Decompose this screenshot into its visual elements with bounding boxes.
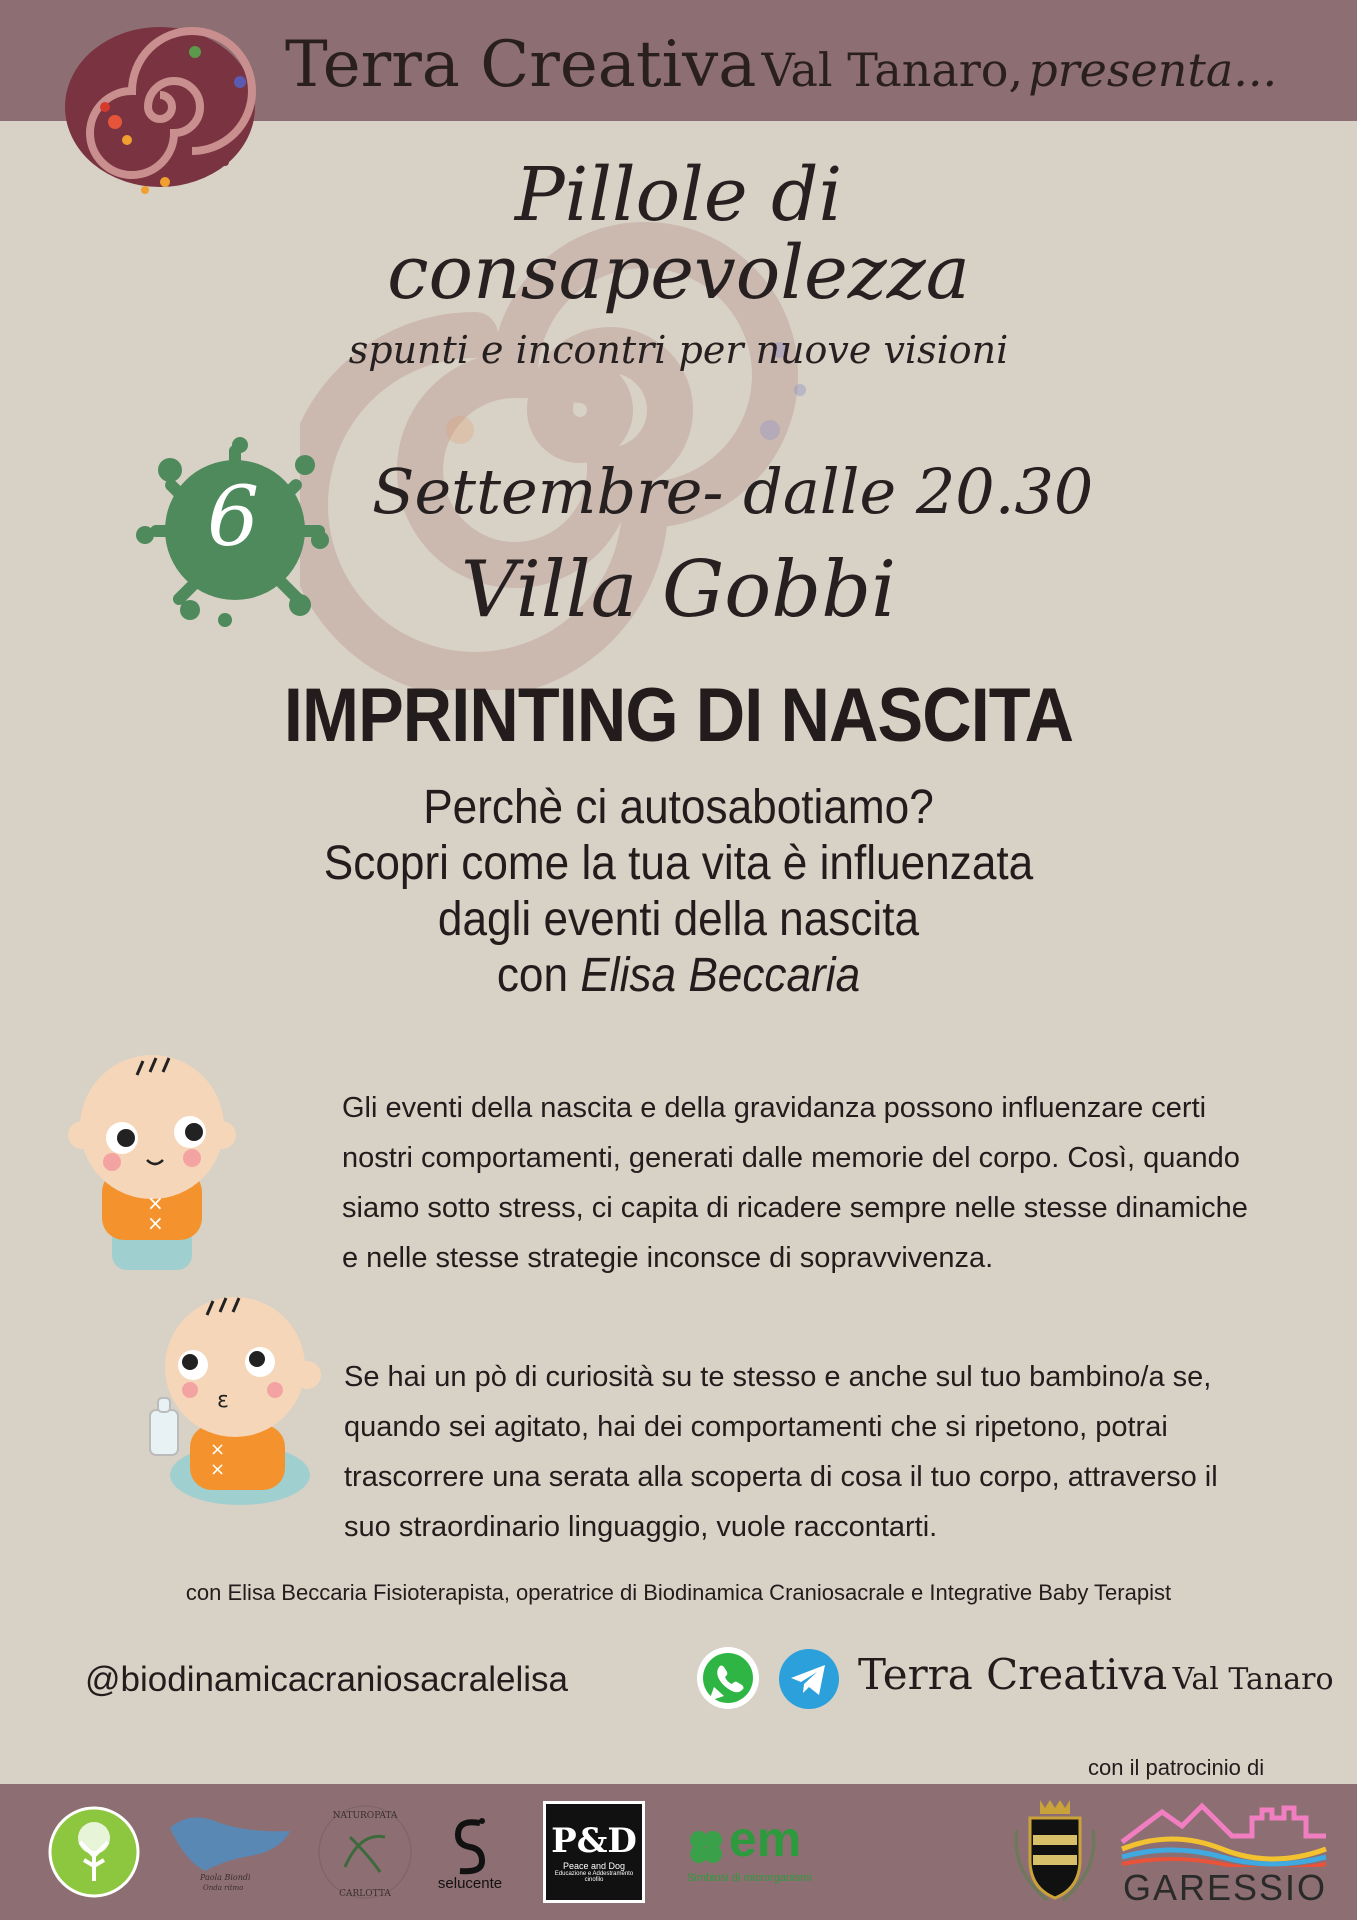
social-handle[interactable]: @biodinamicacraniosacralelisa — [85, 1660, 568, 1699]
event-date: Settembre- dalle 20.30 — [372, 455, 1094, 528]
em-text: em — [729, 1811, 802, 1867]
telegram-icon[interactable] — [777, 1647, 841, 1711]
patronage-label: con il patrocinio di — [1088, 1755, 1265, 1780]
svg-text:×: × — [147, 1211, 164, 1235]
baby-bottle-illustration — [145, 1290, 325, 1520]
header-brand-sub: Val Tanaro, — [761, 43, 1024, 97]
garessio-text: GARESSIO — [1122, 1867, 1328, 1908]
header-brand-main: Terra Creativa — [285, 28, 757, 102]
carlotta-text: CARLOTTA — [339, 1889, 391, 1899]
tree-logo — [48, 1806, 140, 1898]
naturopata-carlotta-logo — [315, 1802, 415, 1902]
header-presents: presenta... — [1028, 43, 1278, 97]
whatsapp-icon[interactable] — [695, 1645, 761, 1711]
em-caption: Simbiosi di microrganismi — [687, 1872, 812, 1884]
garessio-skyline-icon — [1120, 1797, 1330, 1867]
event-headline: IMPRINTING DI NASCITA — [283, 673, 1074, 758]
svg-text:Paola Biondi: Paola Biondi — [200, 1873, 251, 1882]
body-paragraph-2: Se hai un pò di curiosità su te stesso e anche sul tuo bambino/a se, quando sei agitato, hai dei comportamenti che si ripetono, potrai trascorrere una serata alla scoperta di cosa il tuo corpo, attraverso il suo straordinario linguaggio, vuole raccontarti. — [344, 1361, 1218, 1543]
footer-brand-main: Terra Creativa — [858, 1650, 1168, 1699]
event-speaker: Elisa Beccaria — [580, 949, 861, 1002]
svg-text:ε: ε — [217, 1388, 229, 1413]
watercolor-logo — [165, 1808, 295, 1898]
body-paragraph-1: Gli eventi della nascita e della gravidanza possono influenzare certi nostri comportamenti, generati dalle memorie del corpo. Così, quando siamo sotto stress, ci capita di ricadere sempre nelle stesse dinamiche e nelle stesse strategie inconsce di sopravvivenza. — [342, 1092, 1248, 1274]
selucente-symbol-icon — [450, 1815, 490, 1875]
event-speaker-line — [54, 948, 1302, 1004]
event-day: 6 — [207, 470, 260, 565]
series-title-line2: consapevolezza — [387, 230, 970, 316]
pd-caption-2: Educazione e Addestramento cinofilo — [554, 1871, 634, 1883]
em-logo — [685, 1811, 825, 1888]
pd-text: P&D — [551, 1821, 637, 1861]
svg-text:×: × — [210, 1459, 226, 1480]
naturopata-text: NATUROPATA — [332, 1811, 398, 1821]
event-lead — [54, 780, 1302, 1004]
event-line3: dagli eventi della nascita — [437, 893, 920, 946]
footer-brand-sub: Val Tanaro — [1172, 1662, 1334, 1697]
selucente-text: selucente — [437, 1874, 503, 1892]
clover-icon — [685, 1826, 727, 1868]
event-question: Perchè ci autosabotiamo? — [423, 781, 934, 834]
series-subtitle: spunti e incontri per nuove visioni — [348, 328, 1009, 372]
series-title-line1: Pillole di — [514, 152, 843, 238]
svg-text:×: × — [147, 1191, 164, 1215]
garessio-logo — [1120, 1797, 1330, 1907]
baby-standing-illustration — [62, 1050, 242, 1280]
svg-text:Onda ritmo: Onda ritmo — [203, 1884, 244, 1892]
event-line2: Scopri come la tua vita è influenzata — [323, 837, 1034, 890]
peace-and-dog-logo — [543, 1801, 645, 1903]
event-with: con — [496, 949, 569, 1002]
footer-brand — [858, 1650, 1334, 1699]
selucente-logo — [430, 1808, 510, 1898]
coat-of-arms-icon — [1005, 1790, 1105, 1910]
pd-caption-1: Peace and Dog — [562, 1861, 626, 1871]
svg-text:×: × — [210, 1439, 226, 1460]
credits: con Elisa Beccaria Fisioterapista, operatrice di Biodinamica Craniosacrale e Integrative Baby Terapist — [185, 1580, 1172, 1605]
header-title — [285, 28, 1277, 102]
event-venue: Villa Gobbi — [460, 545, 897, 635]
